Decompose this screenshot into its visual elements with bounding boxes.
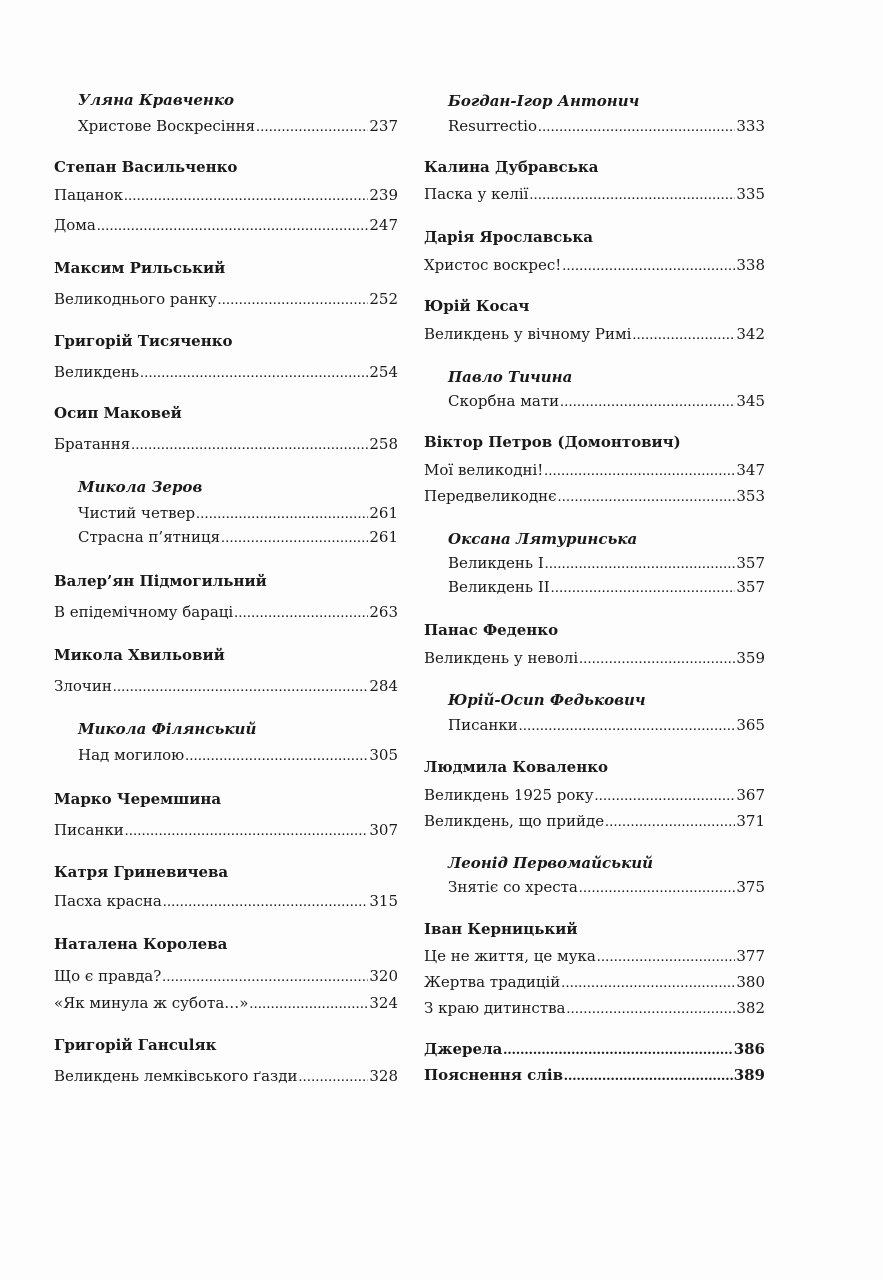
page-number: 380 [736,973,765,991]
entry-title: «Як минула ж субота…» [54,994,249,1012]
entry-title: Джерела [424,1040,503,1058]
leader-dots [234,603,368,623]
author-name: Максим Рильський [54,259,226,277]
leader-dots [560,392,735,412]
author-name: Уляна Кравченко [78,91,235,109]
entry-title: Великоднього ранку [54,290,217,308]
author-name: Григорій Тисяченко [54,332,233,350]
page-number: 263 [369,603,398,621]
page-number: 307 [369,821,398,839]
leader-dots [544,461,735,481]
entry-title: Злочин [54,677,112,695]
author-name: Марко Черемшина [54,790,222,808]
leader-dots [125,821,369,841]
leader-dots [632,325,735,345]
entry-title: Великдень [54,363,140,381]
page-number: 247 [369,216,398,234]
entry-title: В епідемічному бараці [54,603,234,621]
leader-dots [249,994,368,1014]
entry-title: Писанки [448,716,518,734]
leader-dots [529,185,735,205]
page-number: 335 [736,185,765,203]
leader-dots [538,117,735,137]
author-name: Оксана Лятуринська [448,530,638,548]
entry-title: Великдень лемківського ґазди [54,1067,298,1085]
leader-dots [140,363,368,383]
toc-entry[interactable] [54,993,398,1014]
toc-entry[interactable] [448,877,765,898]
author-name: Юрій-Осип Федькович [448,691,646,709]
toc-entry[interactable] [424,255,765,276]
leader-dots [97,216,369,236]
toc-entry-sources[interactable] [424,1039,765,1060]
entry-title: Дома [54,216,96,234]
page-number: 386 [733,1040,765,1058]
entry-title: Великдень II [448,578,550,596]
toc-entry[interactable] [424,184,765,205]
page-number: 239 [369,186,398,204]
entry-title: Братання [54,435,131,453]
author-name: Микола Хвильовий [54,646,225,664]
leader-dots [562,256,735,276]
leader-dots [162,967,368,987]
entry-title: Це не життя, це мука [424,947,596,965]
author-name: Дарія Ярославська [424,228,593,246]
page-number: 237 [369,117,398,135]
page-number: 338 [736,256,765,274]
entry-title: Скорбна мати [448,392,560,410]
toc-entry-glossary[interactable] [424,1065,765,1086]
toc-entry[interactable] [424,648,765,669]
leader-dots [221,528,368,548]
page-number: 382 [736,999,765,1017]
toc-entry[interactable] [424,998,765,1019]
page-number: 357 [736,554,765,572]
toc-entry[interactable] [54,891,398,912]
author-name: Іван Керницький [424,920,578,938]
page-number: 342 [736,325,765,343]
leader-dots [131,435,368,455]
page-number: 367 [736,786,765,804]
page-number: 284 [369,677,398,695]
leader-dots [256,117,368,137]
author-name: Катря Гриневичева [54,863,229,881]
page-number: 258 [369,435,398,453]
toc-entry[interactable] [448,391,765,412]
leader-dots [298,1067,368,1087]
toc-entry[interactable] [78,527,398,548]
toc-entry[interactable] [424,972,765,993]
leader-dots [218,290,369,310]
page-number: 371 [736,812,765,830]
page-number: 320 [369,967,398,985]
toc-entry[interactable] [424,785,765,806]
leader-dots [595,786,736,806]
leader-dots [196,504,368,524]
leader-dots [566,999,735,1019]
page-number: 359 [736,649,765,667]
entry-title: Христове Воскресіння [78,117,256,135]
page-number: 328 [369,1067,398,1085]
entry-title: Великдень у неволі [424,649,579,667]
toc-entry[interactable] [54,602,398,623]
entry-title: З краю дитинства [424,999,566,1017]
entry-title: Великдень, що прийде [424,812,605,830]
leader-dots [545,554,736,574]
toc-entry[interactable] [54,215,398,236]
page-number: 333 [736,117,765,135]
entry-title: Що є правда? [54,967,162,985]
page-number: 377 [736,947,765,965]
leader-dots [579,649,735,669]
entry-title: Пацанок [54,186,124,204]
entry-title: Великдень у вічному Римі [424,325,632,343]
leader-dots [124,186,368,206]
page-number: 353 [736,487,765,505]
toc-entry[interactable] [78,745,398,766]
author-name: Валер’ян Підмогильний [54,572,267,590]
entry-title: Писанки [54,821,124,839]
page-number: 389 [733,1066,765,1084]
toc-entry[interactable] [424,460,765,481]
toc-entry[interactable] [448,116,765,137]
toc-entry[interactable] [424,946,765,967]
entry-title: Resurrectio [448,117,538,135]
leader-dots [551,578,736,598]
entry-title: Великдень I [448,554,544,572]
toc-entry[interactable] [448,577,765,598]
page-number: 305 [369,746,398,764]
author-name: Богдан-Ігор Антонич [448,92,640,110]
page-number: 315 [369,892,398,910]
toc-entry[interactable] [424,324,765,345]
entry-title: Жертва традицій [424,973,561,991]
author-name: Віктор Петров (Домонтович) [424,433,681,451]
leader-dots [561,973,735,993]
toc-entry[interactable] [424,811,765,832]
toc-entry[interactable] [54,434,398,455]
toc-entry[interactable] [424,486,765,507]
entry-title: Пасха красна [54,892,162,910]
page-number: 345 [736,392,765,410]
leader-dots [113,677,369,697]
entry-title: Христос воскрес! [424,256,562,274]
leader-dots [185,746,368,766]
author-name: Людмила Коваленко [424,758,609,776]
page-number: 347 [736,461,765,479]
toc-entry[interactable] [54,676,398,697]
toc-entry[interactable] [54,820,398,841]
toc-entry[interactable] [54,362,398,383]
toc-entry[interactable] [54,1066,398,1087]
entry-title: Мої великодні! [424,461,544,479]
author-name: Леонід Первомайський [448,854,654,872]
page-number: 357 [736,578,765,596]
entry-title: Паска у келії [424,185,529,203]
page-number: 252 [369,290,398,308]
leader-dots [519,716,736,736]
author-name: Осип Маковей [54,404,182,422]
entry-title: Знятіє со хреста [448,878,578,896]
author-name: Микола Зеров [78,478,203,496]
page-number: 365 [736,716,765,734]
author-name: Микола Філянський [78,720,257,738]
page-number: 261 [369,504,398,522]
page-number: 261 [369,528,398,546]
leader-dots [564,1066,733,1086]
author-name: Степан Васильченко [54,158,238,176]
toc-entry[interactable] [78,503,398,524]
author-name: Григорій Ганculяк [54,1036,217,1054]
entry-title: Передвеликоднє [424,487,557,505]
toc-entry[interactable] [448,553,765,574]
page-number: 324 [369,994,398,1012]
page-number: 254 [369,363,398,381]
leader-dots [163,892,369,912]
leader-dots [503,1040,732,1060]
entry-title: Чистий четвер [78,504,196,522]
author-name: Панас Феденко [424,621,559,639]
leader-dots [597,947,735,967]
author-name: Калина Дубравська [424,158,599,176]
toc-entry[interactable] [54,289,398,310]
leader-dots [579,878,736,898]
entry-title: Великдень 1925 року [424,786,594,804]
leader-dots [558,487,736,507]
author-name: Наталена Королева [54,935,228,953]
toc-entry[interactable] [448,715,765,736]
toc-entry[interactable] [54,185,398,206]
entry-title: Пояснення слів [424,1066,563,1084]
author-name: Павло Тичина [448,368,573,386]
entry-title: Страсна п’ятниця [78,528,221,546]
leader-dots [605,812,735,832]
toc-entry[interactable] [54,966,398,987]
page-number: 375 [736,878,765,896]
author-name: Юрій Косач [424,297,530,315]
entry-title: Над могилою [78,746,185,764]
toc-entry[interactable] [78,116,398,137]
